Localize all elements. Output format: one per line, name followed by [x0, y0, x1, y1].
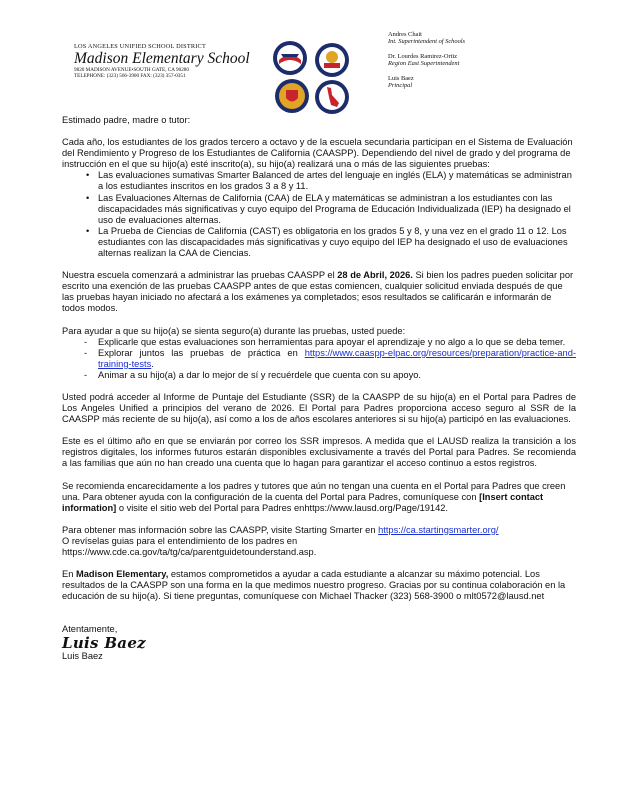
list-item: - Explicarle que estas evaluaciones son herramientas para apoyar el aprendizaje y no algo a lo que se deba temer.: [98, 337, 576, 348]
info-text: Para obtener mas información sobre las CAASPP, visite Starting Smarter en: [62, 524, 379, 535]
tests-list: [62, 170, 576, 259]
greeting: Estimado padre, madre o tutor:: [62, 115, 191, 125]
letterhead-school-block: [74, 43, 274, 79]
school-name-bold: Madison Elementary,: [75, 569, 169, 580]
list-item: - Animar a su hijo(a) a dar lo mejor de sí y recuérdele que cuenta con su apoyo.: [98, 370, 576, 381]
practice-text: Explorar juntos las pruebas de práctica en: [98, 347, 305, 358]
contact-placeholder: [Insert contact information]: [62, 491, 544, 513]
officials-list: [388, 31, 608, 96]
region-seal-icon: [314, 42, 350, 78]
signer-name: Luis Baez: [62, 650, 103, 661]
list-item: • Las evaluaciones sumativas Smarter Balanced de artes del lenguaje en inglés (ELA) y matemáticas se administran a los estudiantes inscritos en los grados 3 a 8 y 11.: [98, 170, 576, 192]
help-intro: Para ayudar a que su hijo(a) se sienta seguro(a) durante las pruebas, usted puede:: [62, 325, 406, 336]
letter-body: [62, 113, 576, 662]
official-role: Int. Superintendent of Schools: [388, 38, 466, 46]
ssr-paragraph: Usted podrá acceder al Informe de Puntaje del Estudiante (SSR) de la CAASPP de su hijo(a) en el Portal para Padres de Los Angeles Unified a principios del verano de 2026. El Portal para Padres proporciona acceso seguro al SSR de la CAASPP más reciente de su hijo(a), así como a los de años escolares anteriores si su hijo(a) participó en las evaluaciones.: [62, 391, 576, 425]
signoff: Atentamente,: [62, 624, 118, 635]
list-item: • Las Evaluaciones Alternas de California (CAA) de ELA y matemáticas se administran a los estudiantes con las discapacidades más significativas y cuyo equipo del Programa de Educación Individualizada (IEP) ha designado el uso de evaluaciones alternas.: [98, 193, 576, 226]
help-list: [62, 337, 576, 381]
official-role: Region East Superintendent: [388, 60, 460, 68]
last-year-paragraph: Este es el último año en que se enviarán por correo los SSR impresos. A medida que el LAUSD realiza la transición a los registros digitales, los informes futuros estarán disponibles exclusivamente a través del Portal para Padres. Se recomienda a las familias que aún no han creado una cuenta que lo hagan para garantizar el acceso continuo a estos registros.: [62, 436, 576, 469]
california-seal-icon: [314, 79, 350, 115]
portal-paragraph: [62, 481, 576, 514]
portal-text-continued: o visite el sitio web del Portal para Padres enhttps://www.lausd.org/Page/19142.: [116, 502, 449, 513]
lausd-seal-icon: [272, 40, 308, 76]
official-2: [388, 53, 608, 68]
practice-tests-link[interactable]: https://www.caaspp-elpac.org/resources/preparation/practice-and-training-tests: [98, 347, 576, 369]
start-date: 28 de Abril, 2026.: [337, 270, 413, 281]
info-line-2: O revíselas guias para el entendimiento de los padres en: [62, 535, 298, 546]
official-1: [388, 31, 608, 46]
closing-text: En: [62, 569, 76, 580]
school-phone-fax: TELEPHONE: (323) 566-3900 FAX: (323) 357-0351: [74, 73, 186, 80]
intro-paragraph: Cada año, los estudiantes de los grados tercero a octavo y de la escuela secundaria participan en el Sistema de Evaluación del Rendimiento y Progreso de los Estudiantes de California (CAASPP). Dependiendo del nivel de grado y del programa de instrucción en el que su hijo(a) esté inscrito(a), su hijo(a) realizará una o más de las siguientes pruebas:: [62, 137, 573, 170]
signature: Luis Baez: [62, 634, 146, 653]
official-3: [388, 75, 608, 90]
info-line-3: https://www.cde.ca.gov/ta/tg/ca/parentguidetounderstand.asp.: [62, 547, 317, 557]
portal-text: Se recomienda encarecidamente a los padres y tutores que aún no tengan una cuenta en el Portal para Padres que creen una. Para obtener ayuda con la configuración de la cuenta del Portal para Padres, comuníquese con: [62, 480, 566, 502]
practice-text-end: .: [151, 358, 154, 369]
list-item: [98, 348, 576, 370]
official-name: Luis Baez: [388, 74, 414, 82]
start-text-continued: Si bien los padres pueden solicitar por escrito una exención de las pruebas CAASPP antes de que estas comiencen, cualquier solicitud enviada después de que las pruebas hayan iniciado no afectará a los exámenes ya completados; esos resultados se calificarán e informarán de todos modos.: [62, 270, 574, 314]
official-name: Dr. Lourdes Ramirez-Ortiz: [388, 52, 458, 60]
district-seals: [270, 38, 380, 114]
school-name: Madison Elementary School: [74, 50, 250, 67]
closing-text-continued: estamos comprometidos a ayudar a cada estudiante a alcanzar su máximo potencial. Los resultados de la CAASPP son una forma en la que medimos nuestro progreso. Gracias por su continua colaboración en la educación de su hijo(a). Si tiene preguntas, comuníquese con Michael Thacker (323) 568-3900 o mlt0572@lausd.net: [62, 569, 566, 602]
start-date-paragraph: [62, 270, 576, 314]
start-text: Nuestra escuela comenzará a administrar las pruebas CAASPP el: [62, 270, 338, 281]
official-role: Principal: [388, 82, 413, 90]
school-address: 9820 MADISON AVENUE•SOUTH GATE, CA 90280: [74, 67, 189, 73]
closing-paragraph: [62, 569, 576, 602]
official-name: Andres Chait: [388, 31, 422, 38]
district-name: LOS ANGELES UNIFIED SCHOOL DISTRICT: [74, 43, 207, 50]
starting-smarter-link[interactable]: https://ca.startingsmarter.org/: [378, 524, 499, 535]
school-board-seal-icon: [274, 78, 310, 114]
list-item: • La Prueba de Ciencias de California (CAST) es obligatoria en los grados 5 y 8, y una vez en el grado 11 o 12. Los estudiantes con las discapacidades más significativas y cuyo equipo del IEP ha designado el uso de evaluaciones alternas realizan la CAA de Ciencias.: [98, 226, 576, 259]
info-line-1: [62, 525, 576, 536]
